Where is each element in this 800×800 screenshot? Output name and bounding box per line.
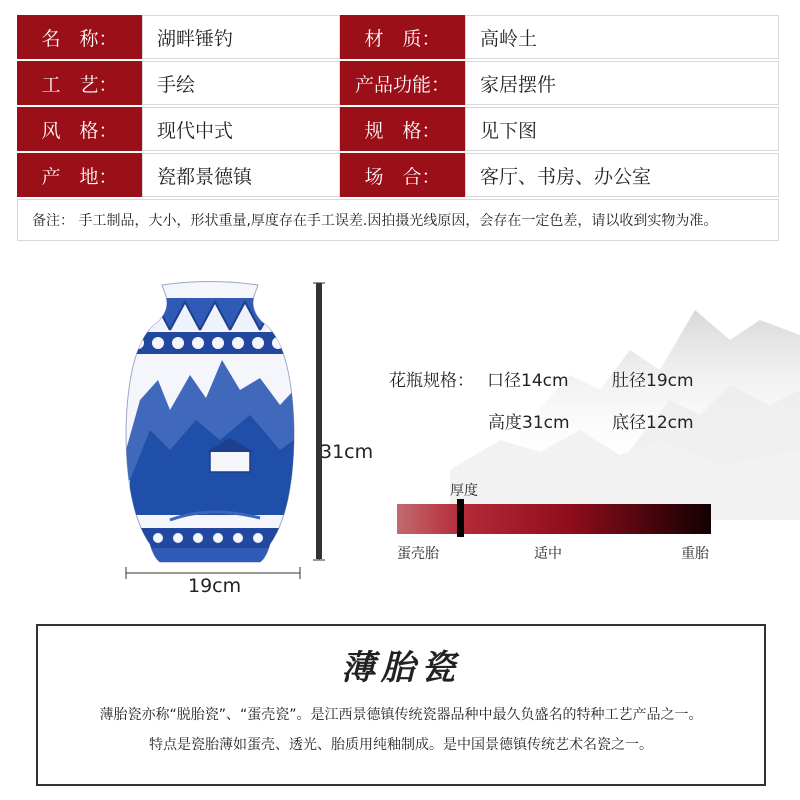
intro-box [36,624,766,786]
thickness-marker [457,499,464,537]
intro-title: 薄胎瓷 [341,648,461,688]
vase-spec-mouth: 口径14cm [487,371,569,391]
spec-row [17,107,779,151]
spec-value: 湖畔锤钓 [142,15,340,59]
spec-label: 产 地： [17,153,142,197]
spec-value: 高岭土 [465,15,779,59]
spec-value: 瓷都景德镇 [142,153,340,197]
height-dimension-ticks [312,282,326,562]
thickness-title: 厚度 [450,483,478,499]
spec-value: 现代中式 [142,107,340,151]
spec-value: 客厅、书房、办公室 [465,153,779,197]
spec-row [17,153,779,197]
vase-image [110,280,310,565]
width-dimension-label: 19cm [188,575,242,597]
thickness-scale-bar [397,504,711,534]
thickness-middle-label: 适中 [534,546,562,562]
spec-label: 风 格： [17,107,142,151]
spec-label: 材 质： [340,15,465,59]
spec-row [17,61,779,105]
vase-spec-base: 底径12cm [612,413,694,433]
vase-spec-height: 高度31cm [488,413,570,433]
intro-line: 薄胎瓷亦称“脱胎瓷”、“蛋壳瓷”。是江西景德镇传统瓷器品种中最久负盛名的特种工艺产品之一。 [99,707,703,723]
spec-label: 工 艺： [17,61,142,105]
spec-label: 场 合： [340,153,465,197]
spec-row [17,15,779,59]
spec-table [17,15,779,241]
spec-value: 手绘 [142,61,340,105]
intro-line: 特点是瓷胎薄如蛋壳、透光、胎质用纯釉制成。是中国景德镇传统艺术名瓷之一。 [149,737,653,753]
spec-label: 规 格： [340,107,465,151]
thickness-left-label: 蛋壳胎 [397,546,439,562]
spec-label: 名 称： [17,15,142,59]
thickness-right-label: 重胎 [681,546,709,562]
spec-value: 家居摆件 [465,61,779,105]
mountain-backdrop-image [300,280,800,520]
height-dimension-label: 31cm [320,441,374,463]
vase-spec-belly: 肚径19cm [612,371,694,391]
vase-spec-label: 花瓶规格： [389,371,474,391]
spec-value: 见下图 [465,107,779,151]
spec-label: 产品功能： [340,61,465,105]
spec-note: 备注： 手工制品，大小，形状重量,厚度存在手工误差.因拍摄光线原因，会存在一定色差，请以收到实物为准。 [17,199,779,241]
